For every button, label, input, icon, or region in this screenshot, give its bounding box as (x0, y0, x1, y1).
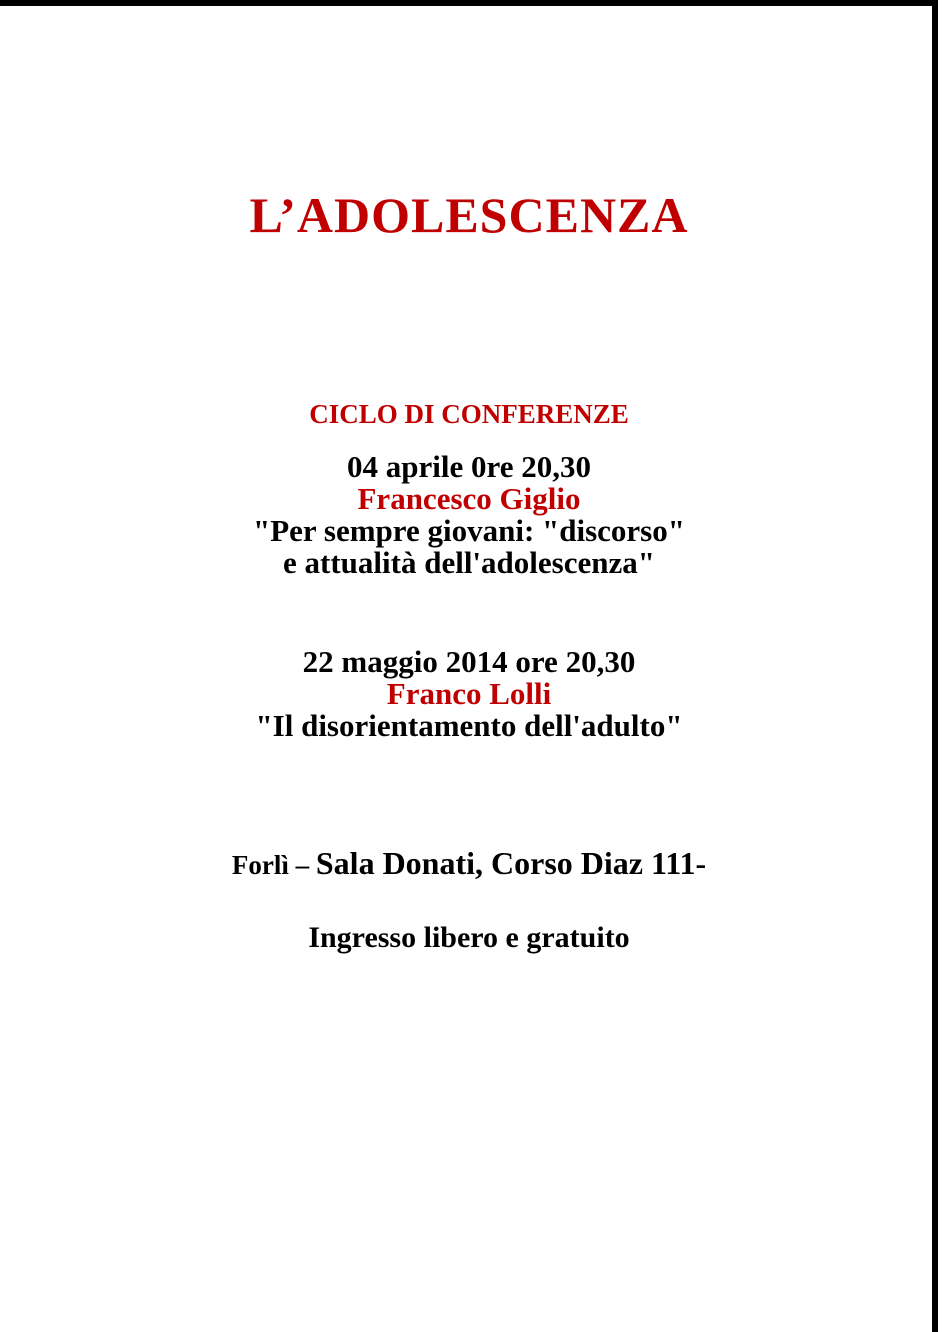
venue-address: Sala Donati, Corso Diaz 111- (315, 845, 707, 881)
event-1-quote-line-1: "Per sempre giovani: "discorso" (253, 513, 685, 548)
event-2-speaker: Franco Lolli (386, 676, 552, 711)
admission-line: Ingresso libero e gratuito (308, 921, 630, 954)
venue-line (0, 845, 938, 882)
page-title: L’ADOLESCENZA (249, 187, 689, 243)
event-1-speaker: Francesco Giglio (357, 481, 581, 516)
event-1-quote-line-2: e attualità dell'adolescenza" (283, 545, 655, 580)
event-block-2 (0, 646, 938, 742)
event-1-datetime: 04 aprile 0re 20,30 (347, 449, 591, 484)
event-2-datetime: 22 maggio 2014 ore 20,30 (302, 644, 636, 679)
event-2-quote-line-1: "Il disorientamento dell'adulto" (255, 708, 683, 743)
event-block-1 (0, 451, 938, 579)
series-label: CICLO DI CONFERENZE (309, 399, 629, 429)
venue-city: Forlì – (231, 850, 316, 880)
